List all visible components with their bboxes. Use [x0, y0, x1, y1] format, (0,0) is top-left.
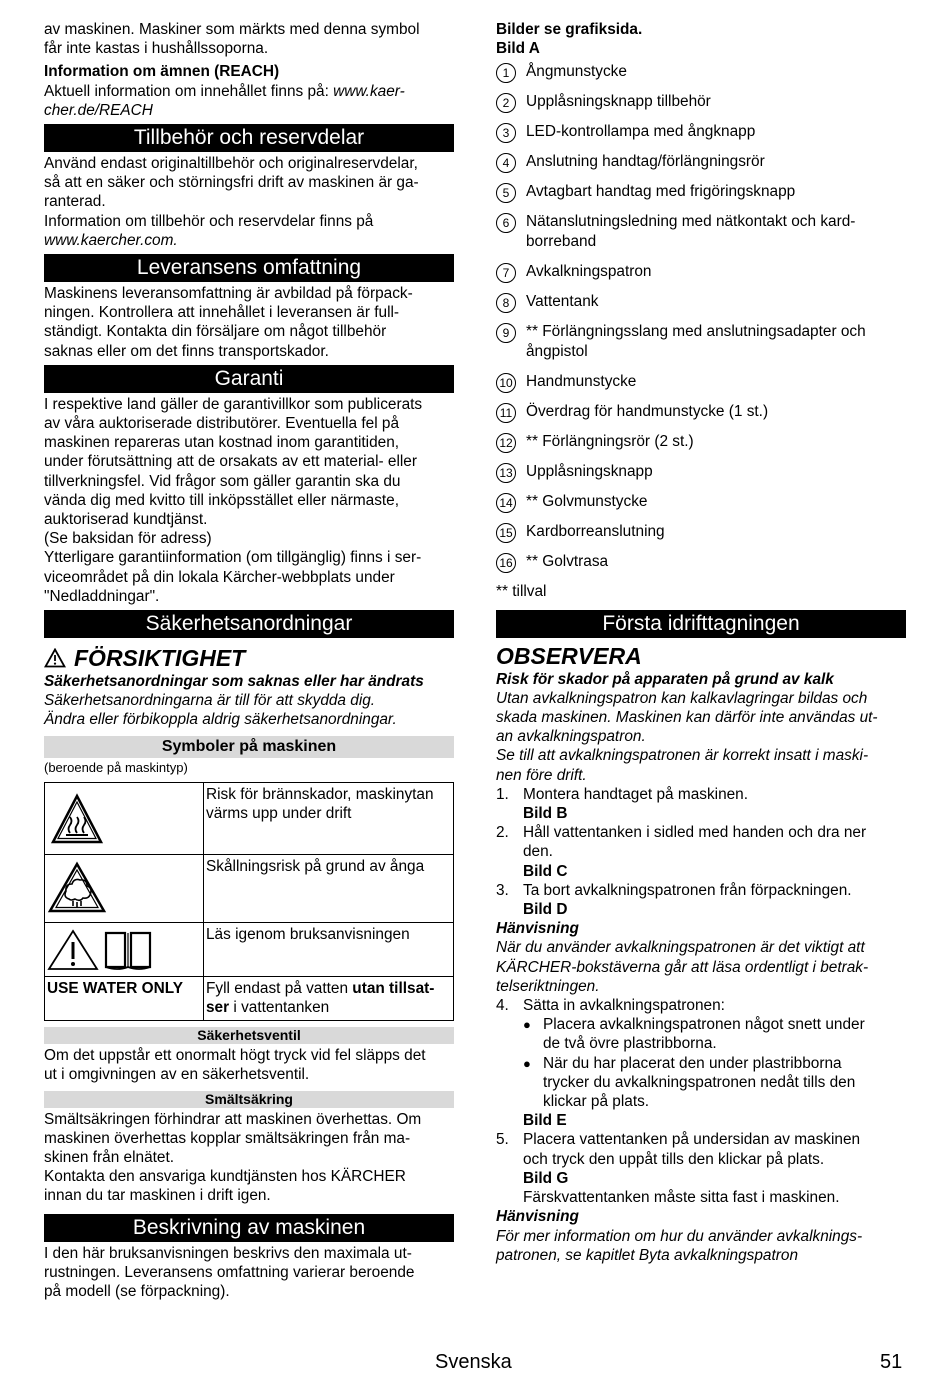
symbol-cell: [45, 854, 204, 922]
symbol-description: Läs igenom bruksanvisningen: [204, 923, 454, 977]
optional-note: ** tillval: [496, 583, 547, 601]
warranty-text: I respektive land gäller de garantivillkor som publicerats av våra auktoriserade distributörer. Eventuella fel på maskinen repareras utan kostnad inom garantitiden, under förutsättning att de orsakats av ett material- eller tillverkningsfel. Vid frågor som gäller garantin ska du vända dig med kvitto till inköpsstället eller närmaste, auktoriserad kundtjänst. (Se baksidan för adress) Ytterligare garantiinformation (om tillgänglig) finns i ser- viceområdet på din lokala Kärcher-webbplats under "Nedladdningar".: [44, 395, 423, 605]
hint-title: Hänvisning: [496, 920, 579, 938]
list-item: 8 Vattentank: [496, 292, 906, 322]
notice-title: OBSERVERA: [496, 642, 642, 669]
list-item: 3 LED-kontrollampa med ångknapp: [496, 122, 906, 152]
list-item: 1 Ångmunstycke: [496, 62, 906, 92]
figures-note: Bilder se grafiksida.: [496, 21, 643, 38]
list-item: 2 Upplåsningsknapp tillbehör: [496, 92, 906, 122]
figure-a-label: Bild A: [496, 40, 540, 58]
list-item: 15 Kardborreanslutning: [496, 522, 906, 552]
symbols-table: [44, 782, 454, 1021]
footer-language: Svenska: [435, 1351, 512, 1373]
list-item: 2. Håll vattentanken i sidled med handen och dra ner den. Bild C: [496, 824, 867, 880]
list-item: 3. Ta bort avkalkningspatronen från förpackningen. Bild D: [496, 881, 852, 919]
bullet-item: ● När du har placerat den under plastribborna trycker du avkalkningspatronen nedåt tills den klickar på plats.: [523, 1054, 856, 1111]
steps-list: [496, 785, 906, 919]
section-heading-accessories: Tillbehör och reservdelar: [44, 124, 454, 152]
caution-title: FÖRSIKTIGHET: [74, 645, 246, 672]
section-heading-delivery: Leveransens omfattning: [44, 254, 454, 282]
manual-book-icon: [103, 929, 153, 971]
right-column: [496, 20, 906, 1265]
table-row: [45, 923, 454, 977]
list-item: 4. Sätta in avkalkningspatronen:: [496, 997, 725, 1015]
list-item: 11 Överdrag för handmunstycke (1 st.): [496, 402, 906, 432]
table-row: [45, 782, 454, 854]
page-number: 51: [880, 1351, 903, 1373]
list-item: 14 ** Golvmunstycke: [496, 492, 906, 522]
safety-valve-text: Om det uppstår ett onormalt högt tryck vid fel släpps det ut i omgivningen av en säkerhetsventil.: [44, 1047, 426, 1084]
delivery-text: Maskinens leveransomfattning är avbildad på förpack- ningen. Kontrollera att innehållet i leveransen är full- ständigt. Kontakta din försäljare om något tillbehör saknas eller om det finns transportskador.: [44, 285, 413, 360]
list-item: 4 Anslutning handtag/förlängningsrör: [496, 152, 906, 182]
list-item: 12 ** Förlängningsrör (2 st.): [496, 432, 906, 462]
list-item: 9 ** Förlängningsslang med anslutningsadapter och ångpistol: [496, 322, 906, 372]
hot-surface-warning-icon: [50, 793, 104, 847]
hint-title: Hänvisning: [496, 1208, 579, 1226]
intro-text: av maskinen. Maskiner som märkts med denna symbol får inte kastas i hushållssoporna.: [44, 21, 420, 58]
caution-text: Säkerhetsanordningarna är till för att skydda dig. Ändra eller förbikoppla aldrig säkerhetsanordningar.: [44, 692, 397, 729]
list-item: ● Placera avkalkningspatronen något snett under de två övre plastribborna. ● När du har placerat den under plastribborna trycker du avkalkningspatronen nedåt tills den klickar på plats. Bild E: [496, 1015, 906, 1130]
list-item: 13 Upplåsningsknapp: [496, 462, 906, 492]
reach-heading: Information om ämnen (REACH): [44, 63, 280, 81]
steam-scald-warning-icon: [47, 861, 107, 915]
caution-subtitle: Säkerhetsanordningar som saknas eller har ändrats: [44, 673, 424, 691]
read-manual-warning-icon: [47, 929, 201, 971]
parts-list: [496, 62, 906, 582]
table-row: [45, 977, 454, 1021]
list-item: 7 Avkalkningspatron: [496, 262, 906, 292]
symbol-description: Fyll endast på vatten utan tillsat- ser i vattentanken: [204, 977, 454, 1021]
warning-triangle-icon: [44, 648, 66, 668]
symbol-cell: [45, 782, 204, 854]
warning-triangle-icon: [47, 929, 99, 971]
list-item: 10 Handmunstycke: [496, 372, 906, 402]
reach-text: Aktuell information om innehållet finns på: www.kaer- cher.de/REACH: [44, 82, 405, 119]
hint-text: När du använder avkalkningspatronen är det viktigt att KÄRCHER-bokstäverna går att läsa ordentligt i betrak- telseriktningen.: [496, 939, 869, 995]
section-heading-description: Beskrivning av maskinen: [44, 1214, 454, 1242]
table-row: [45, 854, 454, 922]
safety-valve-heading: Säkerhetsventil: [44, 1027, 454, 1044]
accessories-text: Använd endast originaltillbehör och originalreservdelar, så att en säker och störningsfri drift av maskinen är ga- ranterad. Information om tillbehör och reservdelar finns på www.kaercher.com.: [44, 155, 419, 249]
section-heading-warranty: Garanti: [44, 365, 454, 393]
bullet-item: ● Placera avkalkningspatronen något snett under de två övre plastribborna.: [523, 1016, 865, 1053]
symbol-description: Risk för brännskador, maskinytan värms upp under drift: [204, 782, 454, 854]
left-column: [44, 20, 454, 1301]
list-item: 5 Avtagbart handtag med frigöringsknapp: [496, 182, 906, 212]
fuse-text: Smältsäkringen förhindrar att maskinen överhettas. Om maskinen överhettas kopplar smältsäkringen från ma- skinen från elnätet. Kontakta den ansvariga kundtjänsten hos KÄRCHER innan du tar maskinen i drift igen.: [44, 1110, 422, 1205]
description-text: I den här bruksanvisningen beskrivs den maximala ut- rustningen. Leveransens omfattning varierar beroende på modell (se förpackning).: [44, 1244, 415, 1300]
list-item: 16 ** Golvtrasa: [496, 552, 906, 582]
steps-list: [496, 996, 906, 1207]
symbols-note: (beroende på maskintyp): [44, 759, 188, 775]
section-heading-startup: Första idrifttagningen: [496, 610, 906, 638]
kaercher-link[interactable]: www.kaercher.com.: [44, 231, 178, 249]
reach-link[interactable]: www.kaer-: [333, 82, 405, 100]
hint-text: För mer information om hur du använder avkalknings- patronen, se kapitlet Byta avkalkningspatron: [496, 1227, 863, 1264]
caution-block: [44, 644, 454, 672]
list-item: 6 Nätanslutningsledning med nätkontakt och kard- borreband: [496, 212, 906, 262]
symbol-cell: [45, 923, 204, 977]
fuse-heading: Smältsäkring: [44, 1091, 454, 1108]
symbols-heading: Symboler på maskinen: [44, 736, 454, 758]
notice-subtitle: Risk för skador på apparaten på grund av kalk: [496, 670, 834, 688]
list-item: 5. Placera vattentanken på undersidan av maskinen och tryck den uppåt tills den klickar på plats. Bild G Färskvattentanken måste sitta fast i maskinen.: [496, 1131, 861, 1207]
symbol-description: Skållningsrisk på grund av ånga: [204, 854, 454, 922]
water-only-label: USE WATER ONLY: [45, 977, 204, 1021]
section-heading-safety: Säkerhetsanordningar: [44, 610, 454, 638]
notice-text: Utan avkalkningspatron kan kalkavlagringar bildas och skada maskinen. Maskinen kan därför inte användas ut- an avkalkningspatron. Se till att avkalkningspatronen är korrekt insatt i maski- nen före drift.: [496, 689, 878, 784]
list-item: 1. Montera handtaget på maskinen. Bild B: [496, 785, 749, 823]
